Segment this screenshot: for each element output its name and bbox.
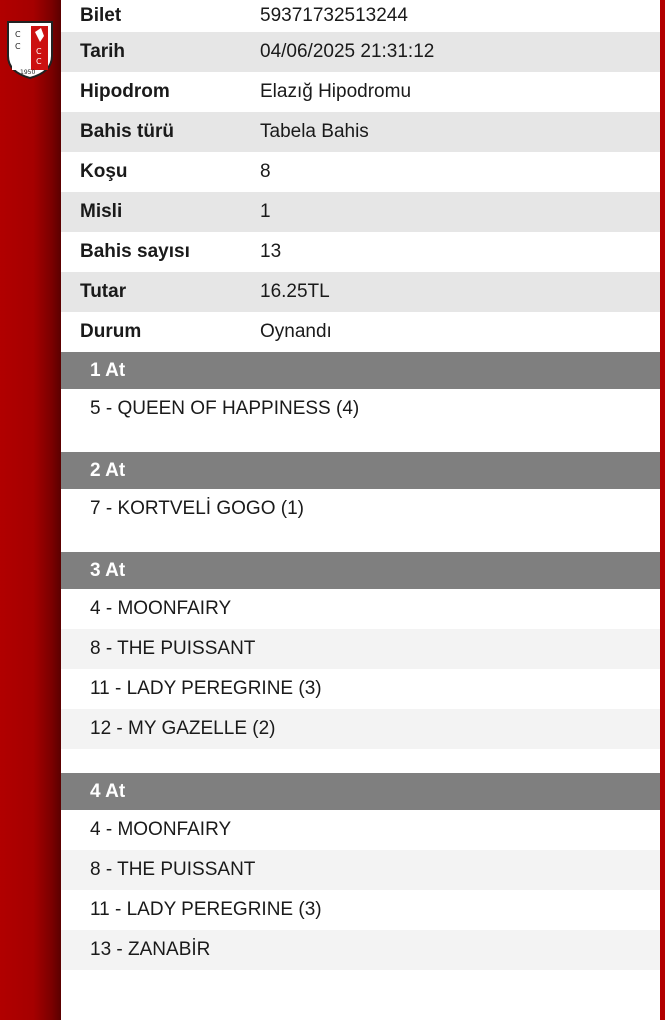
svg-text:1950: 1950 [20, 69, 36, 76]
ticket-info-table [61, 0, 660, 352]
info-value: Elazığ Hipodromu [260, 81, 412, 102]
info-row [61, 192, 660, 232]
info-value: 13 [260, 241, 282, 262]
info-value: 59371732513244 [260, 5, 408, 26]
ticket-detail [61, 0, 660, 1020]
info-label: Bahis sayısı [80, 241, 190, 262]
info-label: Misli [80, 201, 123, 222]
horse-row: 11 - LADY PEREGRINE (3) [90, 899, 322, 920]
horse-row: 5 - QUEEN OF HAPPINESS (4) [90, 398, 360, 419]
info-value: 1 [260, 201, 271, 222]
section-spacer [61, 429, 660, 452]
sidebar [0, 0, 61, 1020]
horse-row: 8 - THE PUISSANT [61, 629, 660, 669]
horse-row: 4 - MOONFAIRY [90, 598, 232, 619]
horse-selections [61, 352, 660, 970]
info-value: 04/06/2025 21:31:12 [260, 41, 435, 62]
leg-header: 3 At [61, 552, 660, 589]
svg-text:C: C [15, 42, 21, 51]
info-value: 8 [260, 161, 271, 182]
info-row [61, 272, 660, 312]
info-row [61, 232, 660, 272]
info-label: Tarih [80, 41, 126, 62]
leg-header: 1 At [61, 352, 660, 389]
horse-row: 8 - THE PUISSANT [61, 850, 660, 890]
info-label: Hipodrom [80, 81, 170, 102]
info-value: Oynandı [260, 321, 332, 342]
section-spacer [61, 749, 660, 773]
info-label: Bilet [80, 5, 122, 26]
club-shield-logo[interactable] [6, 20, 54, 80]
svg-text:C: C [36, 57, 42, 66]
info-label: Koşu [80, 161, 128, 182]
info-label: Tutar [80, 281, 127, 302]
info-value: Tabela Bahis [260, 121, 369, 142]
leg-header: 4 At [61, 773, 660, 810]
horse-row: 12 - MY GAZELLE (2) [61, 709, 660, 749]
section-spacer [61, 529, 660, 552]
horse-row: 11 - LADY PEREGRINE (3) [90, 678, 322, 699]
horse-row: 4 - MOONFAIRY [90, 819, 232, 840]
info-row [61, 152, 660, 192]
svg-text:C: C [15, 30, 21, 39]
info-row [61, 72, 660, 112]
leg-header: 2 At [61, 452, 660, 489]
horse-row: 7 - KORTVELİ GOGO (1) [90, 498, 304, 519]
info-row [61, 112, 660, 152]
info-row [61, 312, 660, 352]
right-border [660, 0, 665, 1020]
info-label: Bahis türü [80, 121, 174, 142]
info-value: 16.25TL [260, 281, 330, 302]
horse-row: 13 - ZANABİR [61, 930, 660, 970]
svg-text:C: C [36, 47, 42, 56]
info-row [61, 0, 660, 32]
info-row [61, 32, 660, 72]
info-label: Durum [80, 321, 142, 342]
